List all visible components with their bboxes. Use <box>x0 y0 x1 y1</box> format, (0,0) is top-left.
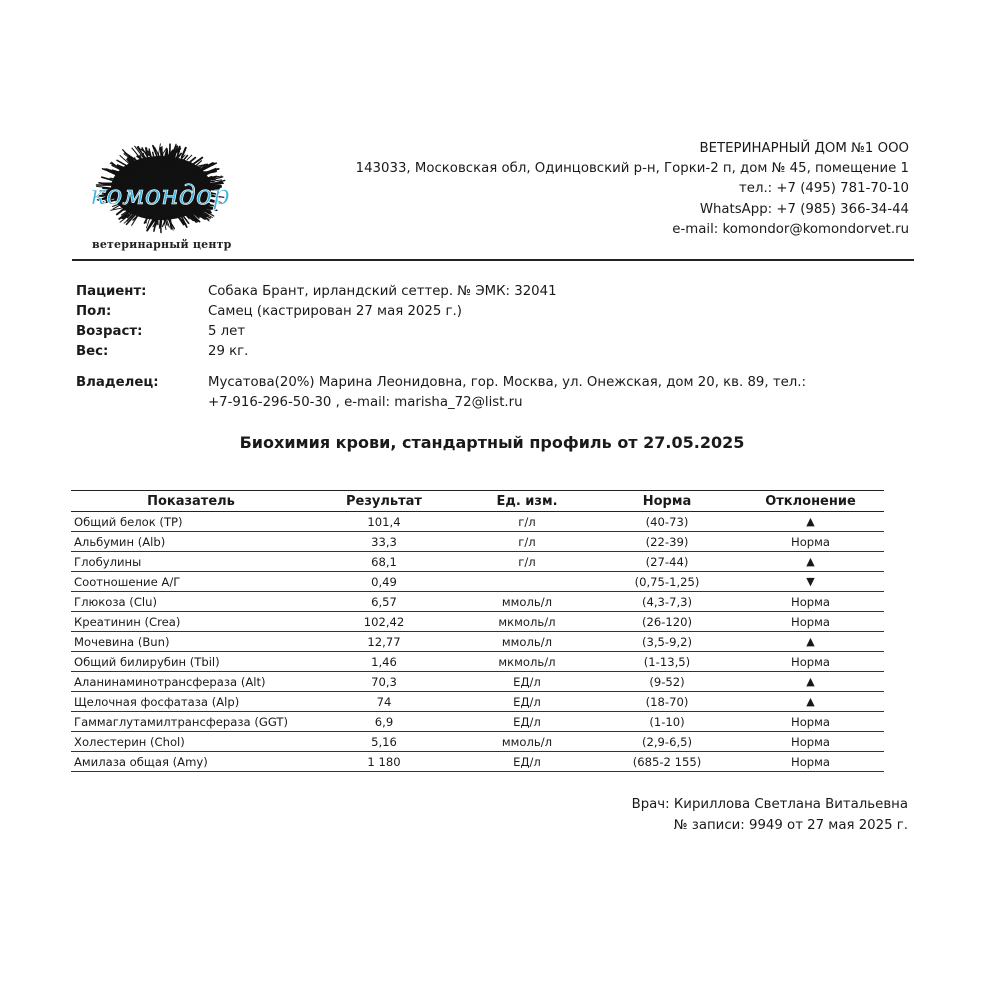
norm-range: (3,5-9,2) <box>597 632 737 652</box>
unit-value: ЕД/л <box>457 712 597 732</box>
header-unit: Ед. изм. <box>457 491 597 512</box>
norm-range: (22-39) <box>597 532 737 552</box>
indicator-name: Общий белок (TP) <box>71 512 311 532</box>
table-row <box>71 592 884 612</box>
result-value: 70,3 <box>311 672 457 692</box>
owner-label: Владелец: <box>76 375 159 390</box>
clinic-address: 143033, Московская обл, Одинцовский р-н, Горки-2 п, дом № 45, помещение 1 <box>355 161 909 177</box>
deviation-value: Норма <box>737 652 884 672</box>
norm-range: (1-13,5) <box>597 652 737 672</box>
indicator-name: Холестерин (Chol) <box>71 732 311 752</box>
deviation-value: ▼ <box>737 572 884 592</box>
table-row <box>71 552 884 572</box>
indicator-name: Аланинаминотрансфераза (Alt) <box>71 672 311 692</box>
deviation-value: Норма <box>737 752 884 772</box>
header-norm: Норма <box>597 491 737 512</box>
logo-wordmark: комондор <box>90 180 230 211</box>
unit-value: ЕД/л <box>457 692 597 712</box>
unit-value: ЕД/л <box>457 672 597 692</box>
result-value: 33,3 <box>311 532 457 552</box>
logo-caption: ветеринарный центр <box>92 238 232 251</box>
unit-value: г/л <box>457 552 597 572</box>
weight-value: 29 кг. <box>208 344 249 359</box>
norm-range: (18-70) <box>597 692 737 712</box>
indicator-name: Альбумин (Alb) <box>71 532 311 552</box>
patient-label: Пациент: <box>76 284 147 299</box>
dog-fur-logo-icon <box>86 140 236 240</box>
sex-value: Самец (кастрирован 27 мая 2025 г.) <box>208 304 462 319</box>
unit-value: ммоль/л <box>457 592 597 612</box>
result-value: 101,4 <box>311 512 457 532</box>
deviation-value: Норма <box>737 612 884 632</box>
sex-label: Пол: <box>76 304 112 319</box>
deviation-value: Норма <box>737 532 884 552</box>
indicator-name: Глобулины <box>71 552 311 572</box>
result-value: 6,57 <box>311 592 457 612</box>
owner-line-1: Мусатова(20%) Марина Леонидовна, гор. Москва, ул. Онежская, дом 20, кв. 89, тел.: <box>208 375 806 390</box>
clinic-name: ВЕТЕРИНАРНЫЙ ДОМ №1 ООО <box>699 141 909 156</box>
table-row <box>71 712 884 732</box>
deviation-value: ▲ <box>737 632 884 652</box>
norm-range: (4,3-7,3) <box>597 592 737 612</box>
unit-value: г/л <box>457 512 597 532</box>
norm-range: (1-10) <box>597 712 737 732</box>
result-value: 1 180 <box>311 752 457 772</box>
indicator-name: Гаммаглутамилтрансфераза (GGT) <box>71 712 311 732</box>
header-result: Результат <box>311 491 457 512</box>
norm-range: (685-2 155) <box>597 752 737 772</box>
result-value: 68,1 <box>311 552 457 572</box>
table-row <box>71 612 884 632</box>
table-row <box>71 632 884 652</box>
norm-range: (26-120) <box>597 612 737 632</box>
deviation-value: ▲ <box>737 552 884 572</box>
table-row <box>71 532 884 552</box>
norm-range: (0,75-1,25) <box>597 572 737 592</box>
result-value: 12,77 <box>311 632 457 652</box>
table-row <box>71 732 884 752</box>
unit-value: ммоль/л <box>457 632 597 652</box>
unit-value <box>457 572 597 592</box>
deviation-value: Норма <box>737 592 884 612</box>
table-row <box>71 672 884 692</box>
owner-value <box>208 373 808 414</box>
header-deviation: Отклонение <box>737 491 884 512</box>
deviation-value: Норма <box>737 712 884 732</box>
deviation-value: ▲ <box>737 692 884 712</box>
deviation-value: ▲ <box>737 512 884 532</box>
clinic-whatsapp: WhatsApp: +7 (985) 366-34-44 <box>699 201 909 217</box>
header-indicator: Показатель <box>71 491 311 512</box>
table-row <box>71 692 884 712</box>
clinic-email: e-mail: komondor@komondorvet.ru <box>672 221 909 237</box>
weight-label: Вес: <box>76 344 109 359</box>
results-table <box>71 490 884 772</box>
norm-range: (40-73) <box>597 512 737 532</box>
doctor-name: Врач: Кириллова Светлана Витальевна <box>631 797 908 812</box>
norm-range: (2,9-6,5) <box>597 732 737 752</box>
norm-range: (9-52) <box>597 672 737 692</box>
unit-value: мкмоль/л <box>457 652 597 672</box>
unit-value: мкмоль/л <box>457 612 597 632</box>
norm-range: (27-44) <box>597 552 737 572</box>
result-value: 102,42 <box>311 612 457 632</box>
indicator-name: Мочевина (Bun) <box>71 632 311 652</box>
indicator-name: Креатинин (Crea) <box>71 612 311 632</box>
age-label: Возраст: <box>76 324 143 339</box>
patient-value: Собака Брант, ирландский сеттер. № ЭМК: 32041 <box>208 284 557 299</box>
signature-block <box>632 795 908 836</box>
report-title: Биохимия крови, стандартный профиль от 27.05.2025 <box>239 433 745 452</box>
age-value: 5 лет <box>208 324 246 339</box>
indicator-name: Амилаза общая (Amy) <box>71 752 311 772</box>
header-divider <box>72 259 914 261</box>
deviation-value: ▲ <box>737 672 884 692</box>
indicator-name: Общий билирубин (Tbil) <box>71 652 311 672</box>
clinic-contacts <box>356 139 909 240</box>
indicator-name: Соотношение А/Г <box>71 572 311 592</box>
table-row <box>71 572 884 592</box>
record-number: № записи: 9949 от 27 мая 2025 г. <box>673 817 908 833</box>
indicator-name: Щелочная фосфатаза (Alp) <box>71 692 311 712</box>
unit-value: г/л <box>457 532 597 552</box>
table-row <box>71 512 884 532</box>
clinic-phone: тел.: +7 (495) 781-70-10 <box>739 181 909 197</box>
result-value: 5,16 <box>311 732 457 752</box>
owner-line-2: +7-916-296-50-30 , e-mail: marisha_72@list.ru <box>208 395 523 411</box>
table-row <box>71 752 884 772</box>
unit-value: ЕД/л <box>457 752 597 772</box>
result-value: 1,46 <box>311 652 457 672</box>
result-value: 6,9 <box>311 712 457 732</box>
unit-value: ммоль/л <box>457 732 597 752</box>
deviation-value: Норма <box>737 732 884 752</box>
table-header-row <box>71 491 884 512</box>
result-value: 0,49 <box>311 572 457 592</box>
indicator-name: Глюкоза (Clu) <box>71 592 311 612</box>
table-row <box>71 652 884 672</box>
result-value: 74 <box>311 692 457 712</box>
